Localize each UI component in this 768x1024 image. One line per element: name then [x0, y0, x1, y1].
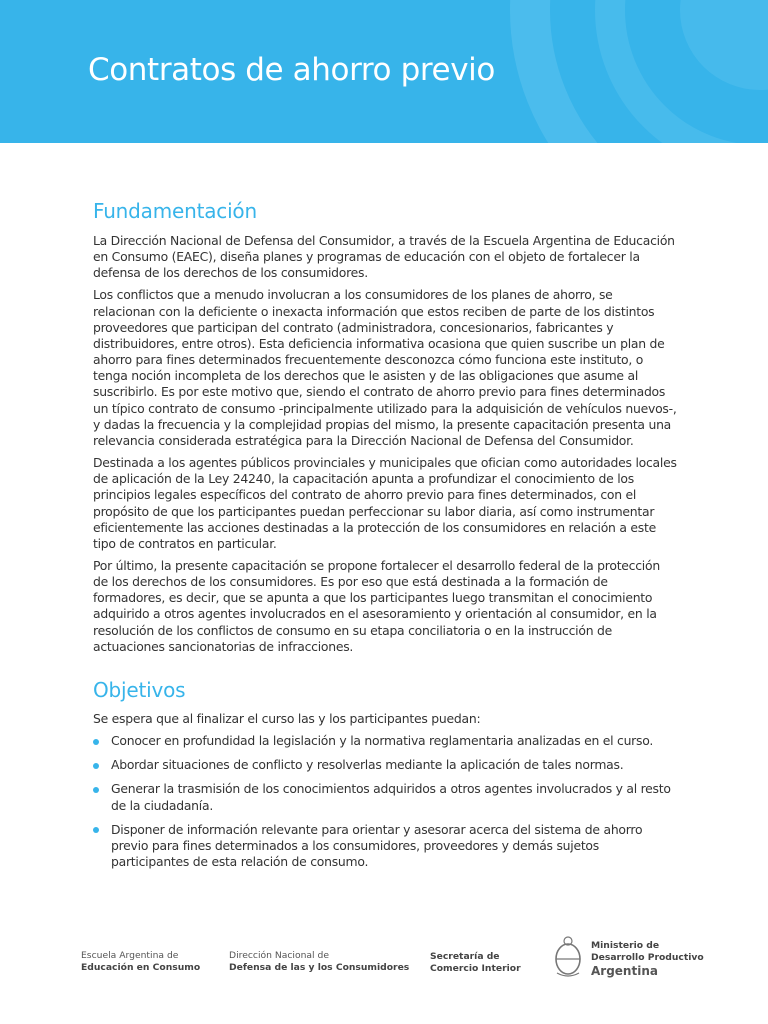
document-body [93, 197, 678, 878]
eaec-logo-line2: Educación en Consumo [81, 962, 201, 973]
secretaria-logo [430, 951, 521, 975]
dndc-logo-line1: Dirección Nacional de [229, 950, 330, 961]
bullet-icon [93, 787, 99, 793]
objetivos-section [93, 676, 678, 870]
dndc-logo [229, 950, 409, 974]
fundamentacion-paragraph: Por último, la presente capacitación se propone fortalecer el desarrollo federal de la protección de los derechos de los consumidores. Es por eso que está destinada a la formación de formadores, es decir, que se apunta a que los participantes luego transmitan el conocimiento adquirido a otros agentes involucrados en el asesoramiento y orientación al consumidor, en la resolución de los conflictos de consumo en su etapa conciliatoria o en la instrucción de actuaciones sancionatorias de infracciones. [93, 557, 660, 654]
ministerio-logo-line3: Argentina [591, 964, 658, 978]
ministerio-logo-line1: Ministerio de [591, 940, 660, 951]
fundamentacion-heading: Fundamentación [93, 199, 257, 223]
page-header [0, 0, 768, 143]
eaec-logo-line1: Escuela Argentina de [81, 950, 179, 961]
bullet-icon [93, 763, 99, 769]
secretaria-logo-line1: Secretaría de [430, 951, 500, 962]
fundamentacion-section [93, 197, 678, 655]
list-item [93, 822, 678, 870]
bullet-icon [93, 827, 99, 833]
page-title: Contratos de ahorro previo [88, 52, 495, 88]
objetivos-intro: Se espera que al finalizar el curso las y los participantes puedan: [93, 710, 481, 726]
bullet-icon [93, 739, 99, 745]
list-item [93, 757, 678, 773]
ministerio-logo-line2: Desarrollo Productivo [591, 952, 704, 963]
list-item-text: Disponer de información relevante para orientar y asesorar acerca del sistema de ahorro previo para fines determinados a los consumidores, proveedores y demás sujetos participantes de esta relación de consumo. [111, 821, 643, 869]
ministerio-logo [591, 940, 704, 979]
list-item-text: Conocer en profundidad la legislación y la normativa reglamentaria analizadas en el curso. [111, 733, 654, 749]
fundamentacion-paragraph: Destinada a los agentes públicos provinciales y municipales que ofician como autoridades locales de aplicación de la Ley 24240, la capacitación apunta a profundizar el conocimiento de los principios legales específicos del contrato de ahorro previo para fines determinados, con el propósito de que los participantes puedan perfeccionar su labor diaria, así como instrumentar eficientemente las acciones destinadas a la protección de los consumidores en relación a este tipo de contratos en particular. [93, 455, 677, 551]
eaec-logo [81, 950, 200, 974]
fundamentacion-paragraph: Los conflictos que a menudo involucran a los consumidores de los planes de ahorro, se relacionan con la deficiente o inexacta información que estos reciben de parte de los distintos proveedores que participan del contrato (administradora, concesionarios, fabricantes y distribuidores, entre otros). Esta deficiencia informativa ocasiona que quien suscribe un plan de ahorro para fines determinados frecuentemente desconozca cómo funciona este instituto, o tenga noción incompleta de los derechos que le asisten y de las obligaciones que asume al suscribirlo. Es por este motivo que, siendo el contrato de ahorro previo para fines determinados un típico contrato de consumo -principalmente utilizado para la adquisición de vehículos nuevos-, y dadas la frecuencia y la complejidad propias del mismo, la presente capacitación presenta una relevancia considerada estratégica para la Dirección Nacional de Defensa del Consumidor. [93, 287, 677, 448]
list-item [93, 733, 678, 749]
dndc-logo-line2: Defensa de las y los Consumidores [229, 962, 410, 973]
argentina-seal-icon [553, 935, 583, 979]
secretaria-logo-line2: Comercio Interior [430, 963, 521, 974]
fundamentacion-paragraph: La Dirección Nacional de Defensa del Consumidor, a través de la Escuela Argentina de Educación en Consumo (EAEC), diseña planes y programas de educación con el objeto de fortalecer la defensa de los derechos de los consumidores. [93, 233, 675, 281]
list-item [93, 781, 678, 813]
list-item-text: Abordar situaciones de conflicto y resolverlas mediante la aplicación de tales normas. [111, 757, 624, 773]
objetivos-heading: Objetivos [93, 677, 186, 702]
list-item-text: Generar la trasmisión de los conocimientos adquiridos a otros agentes involucrados y al resto de la ciudadanía. [111, 781, 671, 813]
footer-logos [0, 930, 768, 990]
objetivos-list [93, 733, 678, 870]
